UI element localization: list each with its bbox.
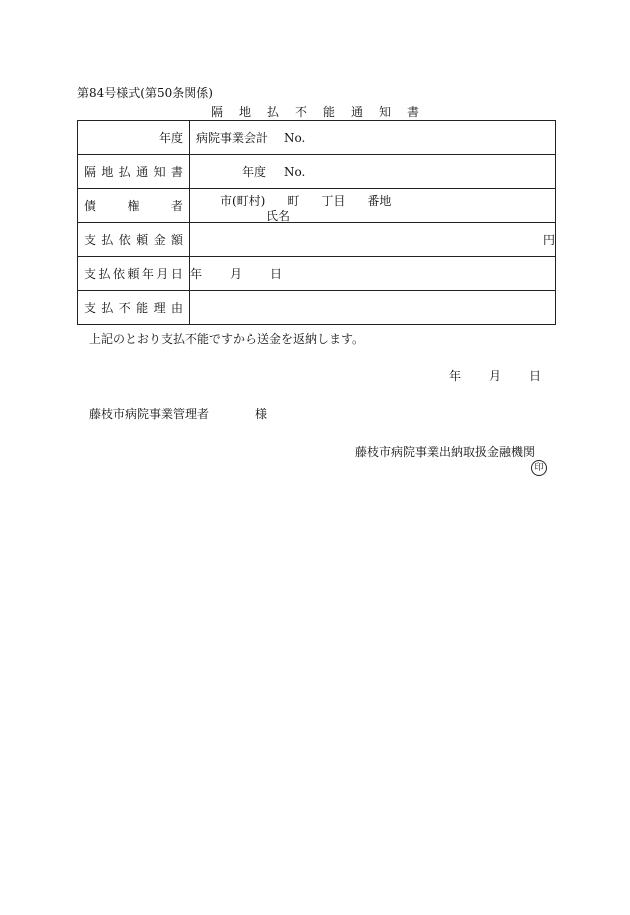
label-char: 地 bbox=[101, 165, 114, 179]
label-notice bbox=[78, 155, 190, 189]
label-char: 依 bbox=[112, 267, 125, 281]
date-year: 年 bbox=[190, 267, 203, 281]
value-creditor bbox=[190, 189, 556, 223]
label-fiscal-year: 年度 bbox=[78, 121, 190, 155]
label-char: 能 bbox=[136, 301, 149, 315]
date-month: 月 bbox=[230, 267, 243, 281]
label-char: 年 bbox=[141, 267, 154, 281]
label-char: 通 bbox=[136, 165, 149, 179]
value-reason bbox=[190, 291, 556, 325]
address-chome: 丁目 bbox=[321, 194, 346, 208]
label-char: 月 bbox=[156, 267, 169, 281]
value-date bbox=[190, 257, 556, 291]
issue-day: 日 bbox=[529, 369, 542, 383]
issue-year: 年 bbox=[449, 369, 462, 383]
label-char: 支 bbox=[84, 233, 97, 247]
title-char: 能 bbox=[323, 105, 336, 119]
account-name: 病院事業会計 bbox=[196, 131, 269, 145]
label-char: 知 bbox=[153, 165, 166, 179]
issue-month: 月 bbox=[489, 369, 502, 383]
label-reason bbox=[78, 291, 190, 325]
value-amount bbox=[190, 223, 556, 257]
title-char: 不 bbox=[294, 105, 307, 119]
label-char: 由 bbox=[170, 301, 183, 315]
address-banchi: 番地 bbox=[367, 194, 392, 208]
label-char: 頼 bbox=[127, 267, 140, 281]
row-creditor bbox=[78, 189, 556, 223]
value-notice bbox=[190, 155, 556, 189]
label-char: 払 bbox=[118, 165, 131, 179]
creditor-name-label: 氏名 bbox=[266, 209, 291, 223]
title-char: 隔 bbox=[210, 105, 223, 119]
addressee-honorific: 様 bbox=[255, 407, 268, 421]
label-char: 書 bbox=[170, 165, 183, 179]
title-char: 知 bbox=[379, 105, 392, 119]
addressee bbox=[89, 405, 267, 422]
notice-form-table bbox=[77, 120, 556, 325]
issue-date bbox=[449, 367, 569, 384]
label-char: 払 bbox=[101, 233, 114, 247]
seal-mark: 印 bbox=[531, 460, 547, 476]
label-creditor bbox=[78, 189, 190, 223]
addressee-name: 藤枝市病院事業管理者 bbox=[89, 407, 210, 421]
label-char: 依 bbox=[118, 233, 131, 247]
title-char: 払 bbox=[266, 105, 279, 119]
issuer-name: 藤枝市病院事業出納取扱金融機関 bbox=[355, 445, 536, 459]
label-char: 権 bbox=[127, 199, 140, 213]
yen-unit: 円 bbox=[542, 233, 555, 247]
value-fiscal-year bbox=[190, 121, 556, 155]
label-date bbox=[78, 257, 190, 291]
label-char: 払 bbox=[98, 267, 111, 281]
notice-no: No. bbox=[284, 164, 306, 179]
date-day: 日 bbox=[270, 267, 283, 281]
row-fiscal-year bbox=[78, 121, 556, 155]
label-amount bbox=[78, 223, 190, 257]
label-char: 債 bbox=[84, 199, 97, 213]
row-amount bbox=[78, 223, 556, 257]
form-number: 第84号様式(第50条関係) bbox=[77, 86, 213, 100]
row-notice bbox=[78, 155, 556, 189]
address-town: 町 bbox=[287, 194, 300, 208]
account-no: No. bbox=[284, 130, 306, 145]
label-char: 頼 bbox=[136, 233, 149, 247]
creditor-address bbox=[220, 192, 413, 209]
notice-year: 年度 bbox=[242, 165, 267, 179]
label-char: 理 bbox=[153, 301, 166, 315]
row-reason bbox=[78, 291, 556, 325]
label-char: 不 bbox=[118, 301, 131, 315]
label-char: 金 bbox=[153, 233, 166, 247]
label-char: 払 bbox=[101, 301, 114, 315]
return-note: 上記のとおり支払不能ですから送金を返納します。 bbox=[89, 332, 365, 346]
label-char: 支 bbox=[84, 301, 97, 315]
label-char: 隔 bbox=[84, 165, 97, 179]
title-char: 書 bbox=[407, 105, 420, 119]
label-char: 日 bbox=[170, 267, 183, 281]
title-char: 通 bbox=[351, 105, 364, 119]
label-char: 支 bbox=[84, 267, 97, 281]
label-char: 額 bbox=[170, 233, 183, 247]
document-title bbox=[0, 103, 630, 120]
row-date bbox=[78, 257, 556, 291]
label-char: 者 bbox=[170, 199, 183, 213]
title-char: 地 bbox=[238, 105, 251, 119]
address-city: 市(町村) bbox=[220, 194, 266, 208]
